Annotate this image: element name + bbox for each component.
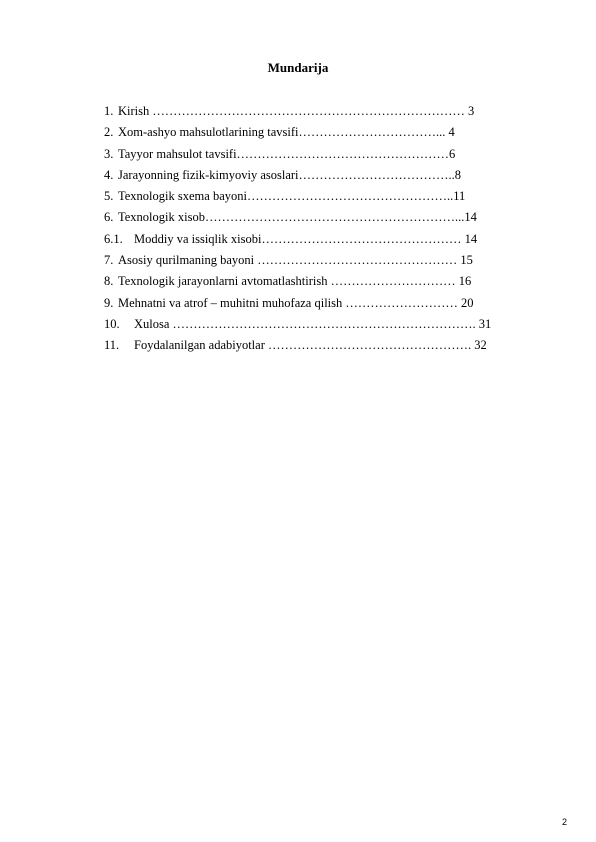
toc-entry-text: Texnologik xisob……………………………………………………...14 [118,210,477,225]
table-of-contents [104,104,491,360]
toc-entry-text: Kirish ………………………………………………………………… 3 [118,104,475,118]
toc-entry-text: Xom-ashyo mahsulotlarining tavsifi……………………………... 4 [118,125,455,140]
page-number: 2 [562,817,568,827]
toc-entry-text: Texnologik jarayonlarni avtomatlashtirish ………………………… 16 [118,274,472,289]
toc-entry-number: 10. [104,316,120,331]
toc-entry-number: 4. [104,167,114,182]
toc-entry-number: 2. [104,125,114,140]
toc-entry [104,296,491,317]
toc-entry-text: Texnologik sxema bayoni…………………………………………..11 [118,189,466,204]
toc-entry-number: 1. [104,104,114,118]
toc-entry-number: 7. [104,253,114,268]
toc-entry-text: Foydalanilgan adabiyotlar …………………………………………. 32 [134,338,487,353]
toc-entry-text: Xulosa ………………………………………………………………. 31 [134,316,492,331]
toc-entry-number: 6. [104,210,114,225]
toc-entry [104,317,491,338]
toc-entry-number: 8. [104,274,114,289]
toc-entry [104,125,491,146]
toc-entry-number: 11. [104,338,120,353]
toc-entry [104,338,491,359]
toc-entry-text: Asosiy qurilmaning bayoni ………………………………………… 15 [118,253,473,268]
toc-entry-number: 5. [104,189,114,204]
toc-entry [104,274,491,295]
toc-entry-number: 3. [104,146,114,161]
toc-entry [104,147,491,168]
toc-entry [104,232,491,253]
toc-entry-text: Moddiy va issiqlik xisobi………………………………………… 14 [134,231,478,246]
toc-entry [104,210,491,231]
toc-entry-text: Mehnatni va atrof – muhitni muhofaza qilish ……………………… 20 [118,295,474,310]
toc-entry [104,104,491,125]
toc-entry-number: 6.1. [104,231,123,246]
document-title: Mundarija [267,60,329,75]
toc-entry-number: 9. [104,295,114,310]
toc-entry [104,189,491,210]
toc-entry-text: Tayyor mahsulot tavsifi……………………………………………6 [118,146,456,161]
toc-entry [104,253,491,274]
toc-entry [104,168,491,189]
toc-entry-text: Jarayonning fizik-kimyoviy asoslari………………………………..8 [118,167,462,182]
